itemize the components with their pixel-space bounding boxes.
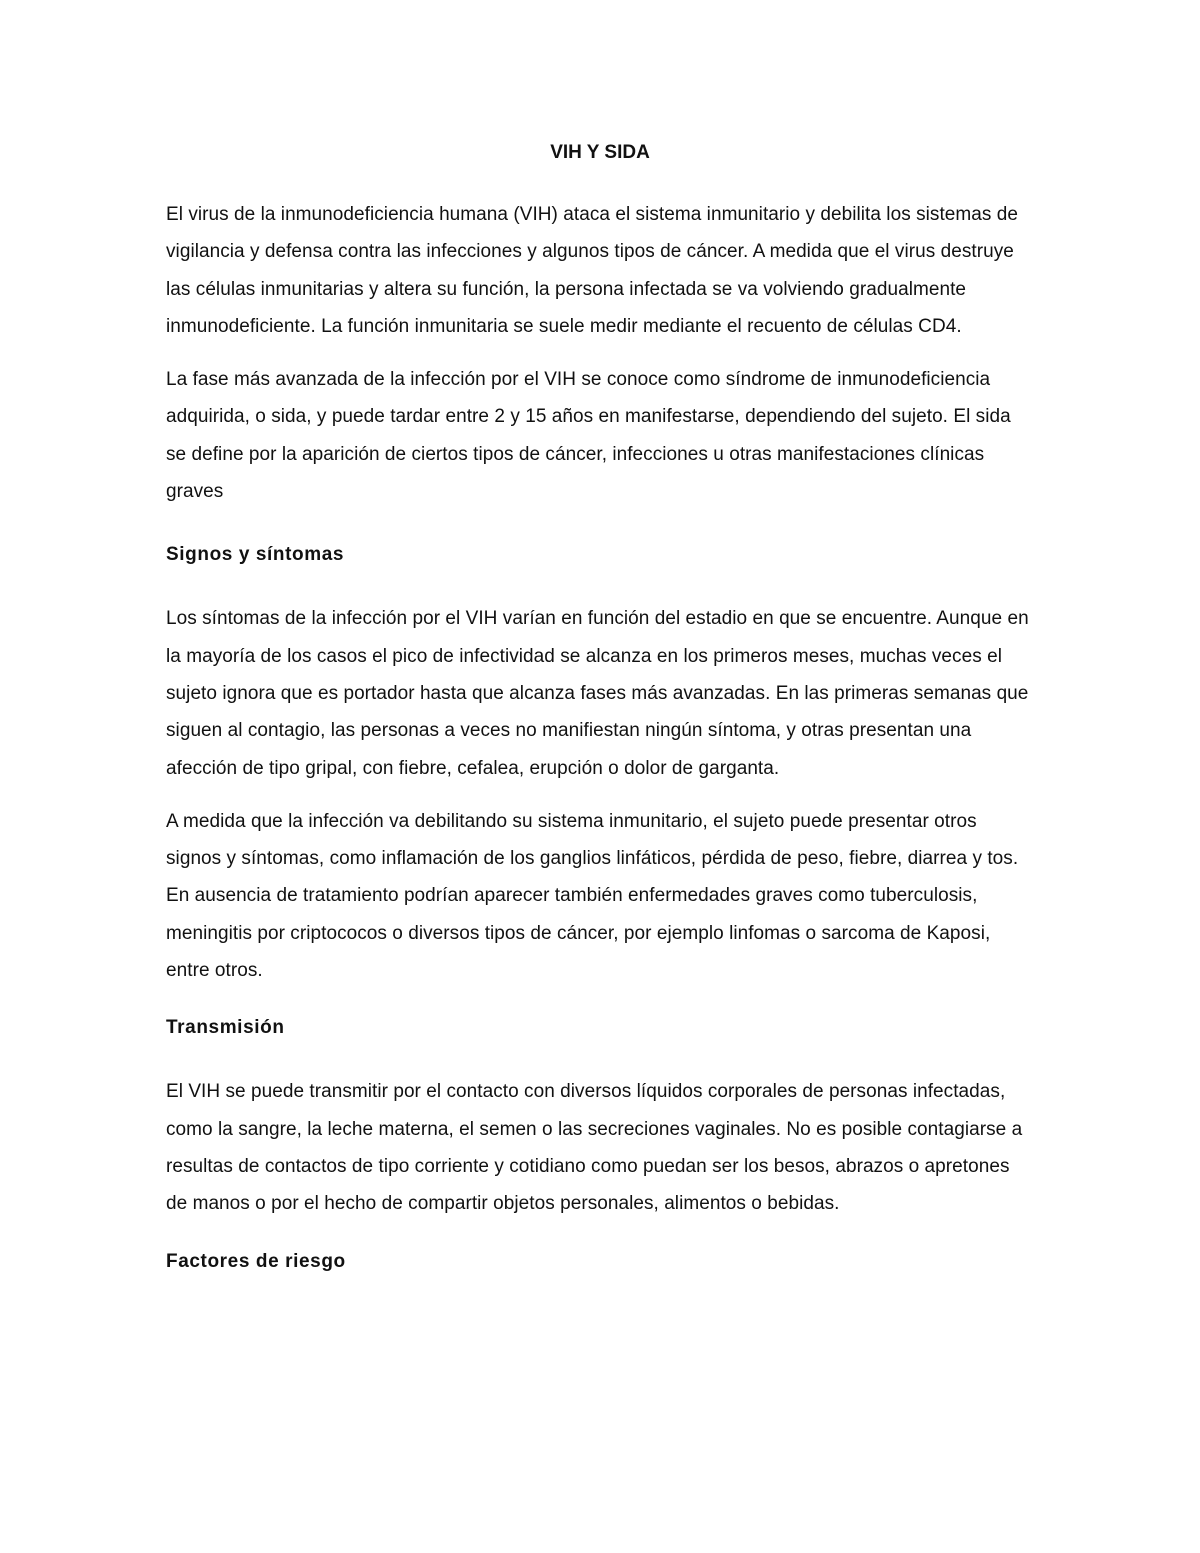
heading-risk-factors: Factores de riesgo [166, 1250, 346, 1272]
paragraph-symptoms-late: A medida que la infección va debilitando su sistema inmunitario, el sujeto puede presentar otros signos y síntomas, como inflamación de los ganglios linfáticos, pérdida de peso, fiebre, diarrea y tos. En ausencia de tratamiento podrían aparecer también enfermedades graves como tuberculosis, meningitis por criptococos o diversos tipos de cáncer, por ejemplo linfomas o sarcoma de Kaposi, entre otros. [166, 810, 1019, 982]
paragraph-aids-phase: La fase más avanzada de la infección por el VIH se conoce como síndrome de inmunodeficiencia adquirida, o sida, y puede tardar entre 2 y 15 años en manifestarse, dependiendo del sujeto. El sida se define por la aparición de ciertos tipos de cáncer, infecciones u otras manifestaciones clínicas graves [166, 369, 1011, 503]
paragraph-intro: El virus de la inmunodeficiencia humana (VIH) ataca el sistema inmunitario y debilita los sistemas de vigilancia y defensa contra las infecciones y algunos tipos de cáncer. A medida que el virus destruye las células inmunitarias y altera su función, la persona infectada se va volviendo gradualmente inmunodeficiente. La función inmunitaria se suele medir mediante el recuento de células CD4. [166, 204, 1018, 337]
heading-transmission: Transmisión [166, 1017, 285, 1039]
paragraph-transmission: El VIH se puede transmitir por el contacto con diversos líquidos corporales de personas infectadas, como la sangre, la leche materna, el semen o las secreciones vaginales. No es posible contagiarse a resultas de contactos de tipo corriente y cotidiano como puedan ser los besos, abrazos o apretones de manos o por el hecho de compartir objetos personales, alimentos o bebidas. [166, 1081, 1023, 1215]
paragraph-symptoms-early: Los síntomas de la infección por el VIH varían en función del estadio en que se encuentre. Aunque en la mayoría de los casos el pico de infectividad se alcanza en los primeros meses, muchas veces el sujeto ignora que es portador hasta que alcanza fases más avanzadas. En las primeras semanas que siguen al contagio, las personas a veces no manifiestan ningún síntoma, y otras presentan una afección de tipo gripal, con fiebre, cefalea, erupción o dolor de garganta. [166, 608, 1029, 779]
heading-signs-symptoms: Signos y síntomas [166, 544, 345, 566]
document-page [166, 138, 1034, 1277]
document-title: VIH Y SIDA [550, 142, 650, 163]
